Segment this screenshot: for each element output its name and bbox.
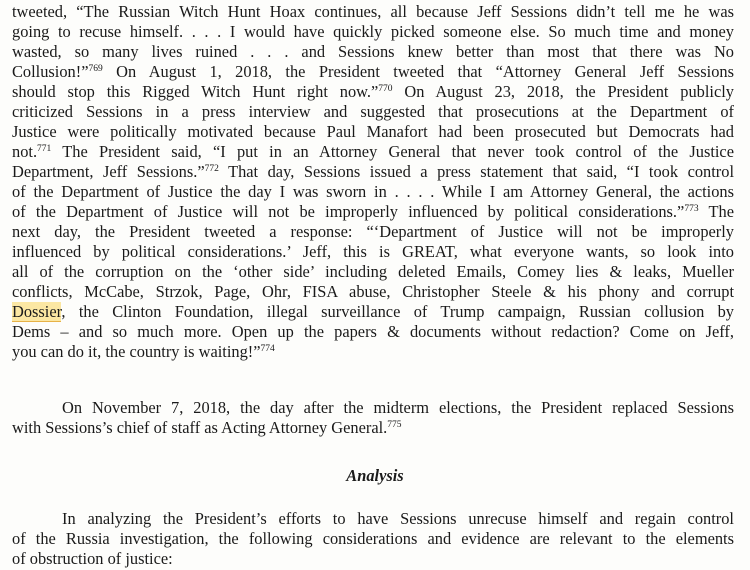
text-line: Collusion!”$^{769}$ On August 1, 2018, the President tweeted that “Attorney General Jeff Sessions [12, 62, 734, 81]
text-line: of the Department of Justice the day I was sworn in . . . . While I am Attorney General, the actions [12, 182, 734, 201]
highlighted-word: Dossier [12, 302, 62, 321]
text-line: criticized Sessions in a press interview and suggested that prosecutions at the Department of [12, 102, 734, 121]
text-line: of obstruction of justice: [12, 549, 173, 568]
text-line: influenced by political considerations.’ Jeff, this is GREAT, what everyone wants, so look into [12, 242, 734, 261]
footnote-ref: 774 [260, 344, 275, 354]
section-heading: Analysis [346, 466, 404, 485]
text-line: of the Department of Justice will not be improperly influenced by political considerations.”$^{773}$ The [12, 202, 734, 221]
footnote-ref: 773 [684, 204, 699, 214]
text-line: Dossier, the Clinton Foundation, illegal surveillance of Trump campaign, Russian collusion by [12, 302, 734, 321]
text-line: all of the corruption on the ‘other side’ including deleted Emails, Comey lies & leaks, Mueller [12, 262, 734, 281]
text-line: of the Russia investigation, the following considerations and evidence are relevant to the elements [12, 529, 734, 548]
text-line: not.$^{771}$ The President said, “I put in an Attorney General that never took control of the Justice [12, 142, 734, 161]
text-line: wasted, so many lives ruined . . . and Sessions knew better than most that there was No [12, 42, 734, 61]
text-line: you can do it, the country is waiting!”$^{774}$ [12, 342, 275, 361]
text-line: with Sessions’s chief of staff as Acting Attorney General.$^{775}$ [12, 418, 402, 437]
text-line: On November 7, 2018, the day after the midterm elections, the President replaced Sessions [62, 398, 734, 417]
footnote-ref: 772 [204, 164, 219, 174]
text-line: Dems – and so much more. Open up the papers & documents without redaction? Come on Jeff, [12, 322, 734, 341]
text-line: tweeted, “The Russian Witch Hunt Hoax continues, all because Jeff Sessions didn’t tell me he was [12, 2, 734, 21]
text-line: In analyzing the President’s efforts to have Sessions unrecuse himself and regain control [62, 509, 734, 528]
text-line: Department, Jeff Sessions.”$^{772}$ That day, Sessions issued a press statement that said, “I took control [12, 162, 734, 181]
text-line: conflicts, McCabe, Strzok, Page, Ohr, FISA abuse, Christopher Steele & his phony and corrupt [12, 282, 734, 301]
footnote-ref: 771 [37, 144, 52, 154]
text-line: should stop this Rigged Witch Hunt right now.”$^{770}$ On August 23, 2018, the President publicly [12, 82, 734, 101]
footnote-ref: 775 [387, 420, 402, 430]
footnote-ref: 770 [378, 84, 393, 94]
text-line: Justice were politically motivated because Paul Manafort had been prosecuted but Democrats had [12, 122, 734, 141]
text-line: next day, the President tweeted a response: “‘Department of Justice will not be improperly [12, 222, 734, 241]
footnote-ref: 769 [88, 64, 103, 74]
text-line: going to recuse himself. . . . I would have quickly picked someone else. So much time and money [12, 22, 734, 41]
